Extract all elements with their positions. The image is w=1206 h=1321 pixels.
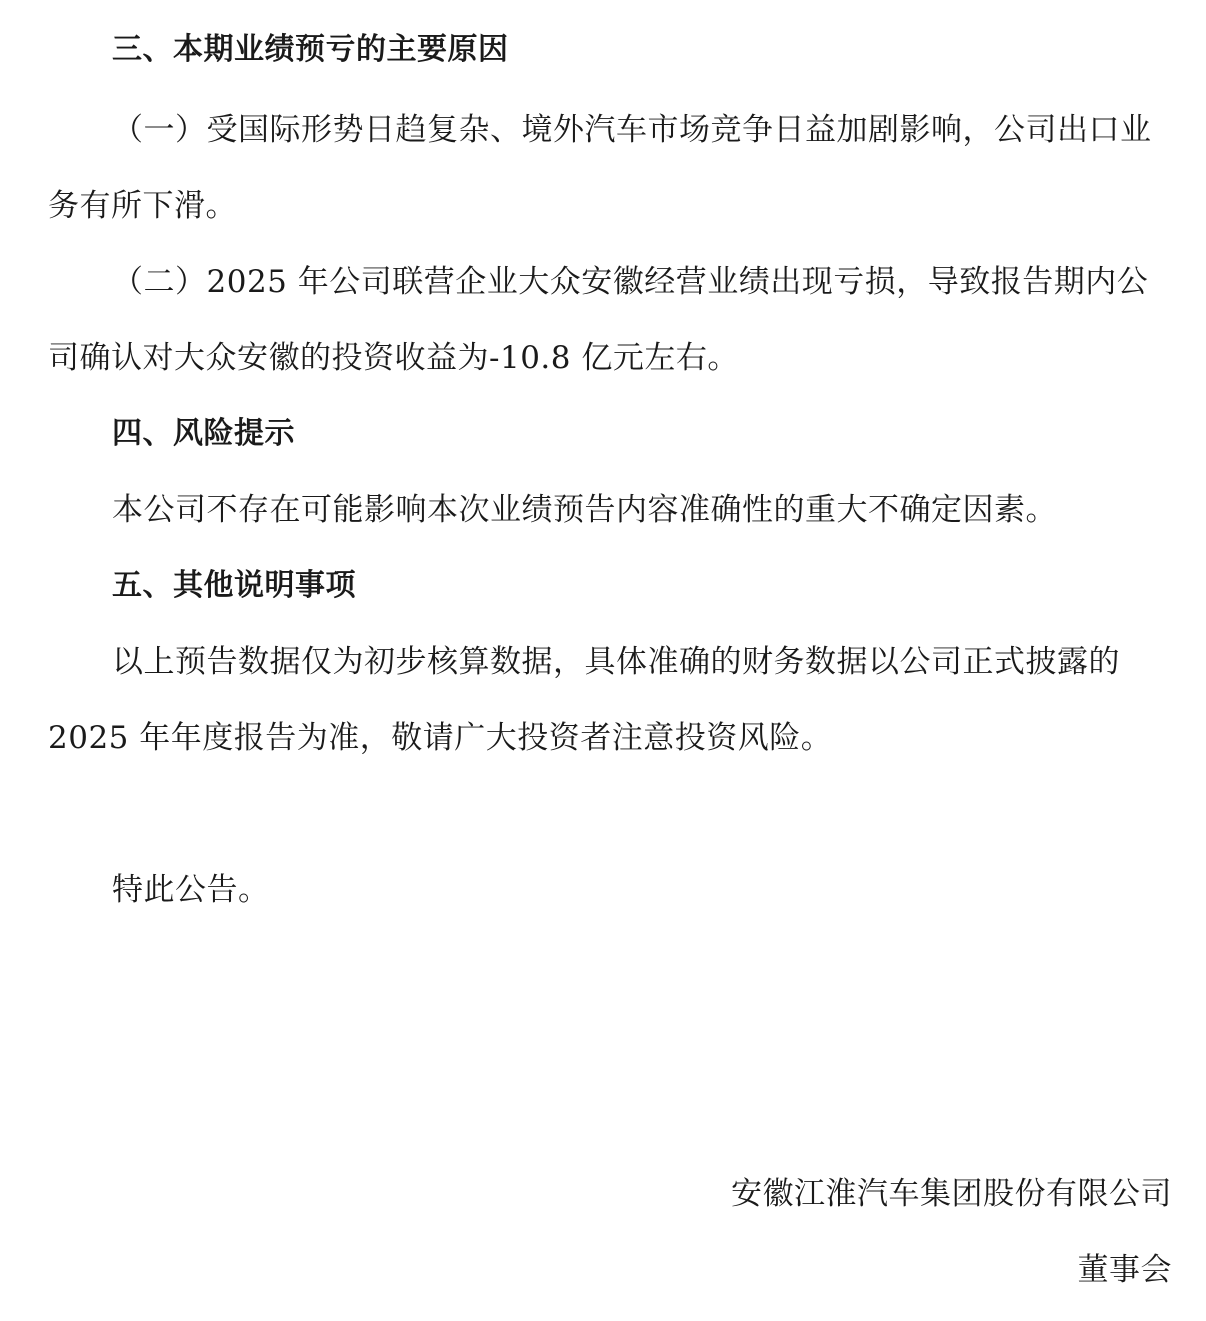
section3-heading: 三、本期业绩预亏的主要原因: [112, 32, 509, 67]
signature-company: 安徽江淮汽车集团股份有限公司: [731, 1176, 1172, 1212]
closing-text: 特此公告。: [112, 872, 270, 908]
section3-item1-line1: （一）受国际形势日趋复杂、境外汽车市场竞争日益加剧影响，公司出口业: [112, 112, 1152, 148]
section3-item2-line1: （二）2025 年公司联营企业大众安徽经营业绩出现亏损，导致报告期内公: [112, 264, 1149, 300]
section3-item2-line2: 司确认对大众安徽的投资收益为-10.8 亿元左右。: [48, 340, 739, 376]
section5-heading: 五、其他说明事项: [112, 568, 356, 603]
section5-body-line1: 以上预告数据仅为初步核算数据，具体准确的财务数据以公司正式披露的: [112, 644, 1120, 680]
section4-heading: 四、风险提示: [112, 416, 295, 451]
section4-body: 本公司不存在可能影响本次业绩预告内容准确性的重大不确定因素。: [112, 492, 1057, 528]
section3-item1-line2: 务有所下滑。: [48, 188, 237, 224]
signature-board: 董事会: [1077, 1252, 1172, 1288]
section5-body-line2: 2025 年年度报告为准，敬请广大投资者注意投资风险。: [48, 720, 833, 756]
